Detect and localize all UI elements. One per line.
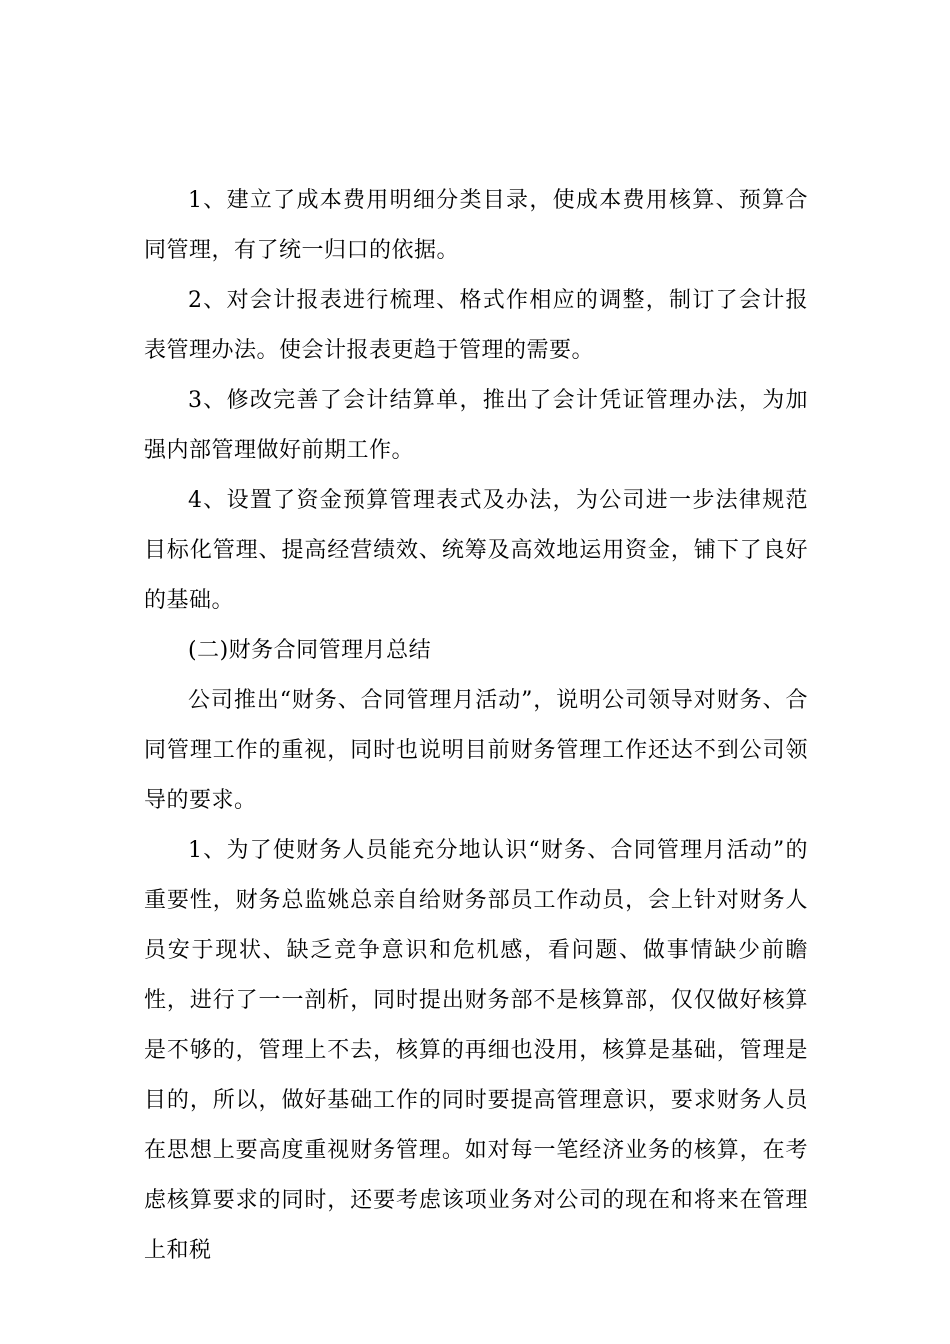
document-body [144,176,808,1276]
paragraph-item-3: 3、修改完善了会计结算单，推出了会计凭证管理办法，为加强内部管理做好前期工作。 [144,388,808,463]
paragraph-item-1b: 1、为了使财务人员能充分地认识“财务、合同管理月活动”的重要性，财务总监姚总亲自给财务部员工作动员，会上针对财务人员安于现状、缺乏竞争意识和危机感，看问题、做事情缺少前瞻性，进行了一一剖析，同时提出财务部不是核算部，仅仅做好核算是不够的，管理上不去，核算的再细也没用，核算是基础，管理是目的，所以，做好基础工作的同时要提高管理意识，要求财务人员在思想上要高度重视财务管理。如对每一笔经济业务的核算，在考虑核算要求的同时，还要考虑该项业务对公司的现在和将来在管理上和税 [144,838,808,1263]
paragraph-item-2: 2、对会计报表进行梳理、格式作相应的调整，制订了会计报表管理办法。使会计报表更趋于管理的需要。 [144,288,808,363]
paragraph-item-4: 4、设置了资金预算管理表式及办法，为公司进一步法律规范目标化管理、提高经营绩效、统筹及高效地运用资金，铺下了良好的基础。 [144,488,808,613]
paragraph-intro: 公司推出“财务、合同管理月活动”，说明公司领导对财务、合同管理工作的重视，同时也说明目前财务管理工作还达不到公司领导的要求。 [144,688,808,813]
section-heading: (二)财务合同管理月总结 [188,638,432,663]
paragraph-item-1: 1、建立了成本费用明细分类目录，使成本费用核算、预算合同管理，有了统一归口的依据。 [144,188,808,263]
